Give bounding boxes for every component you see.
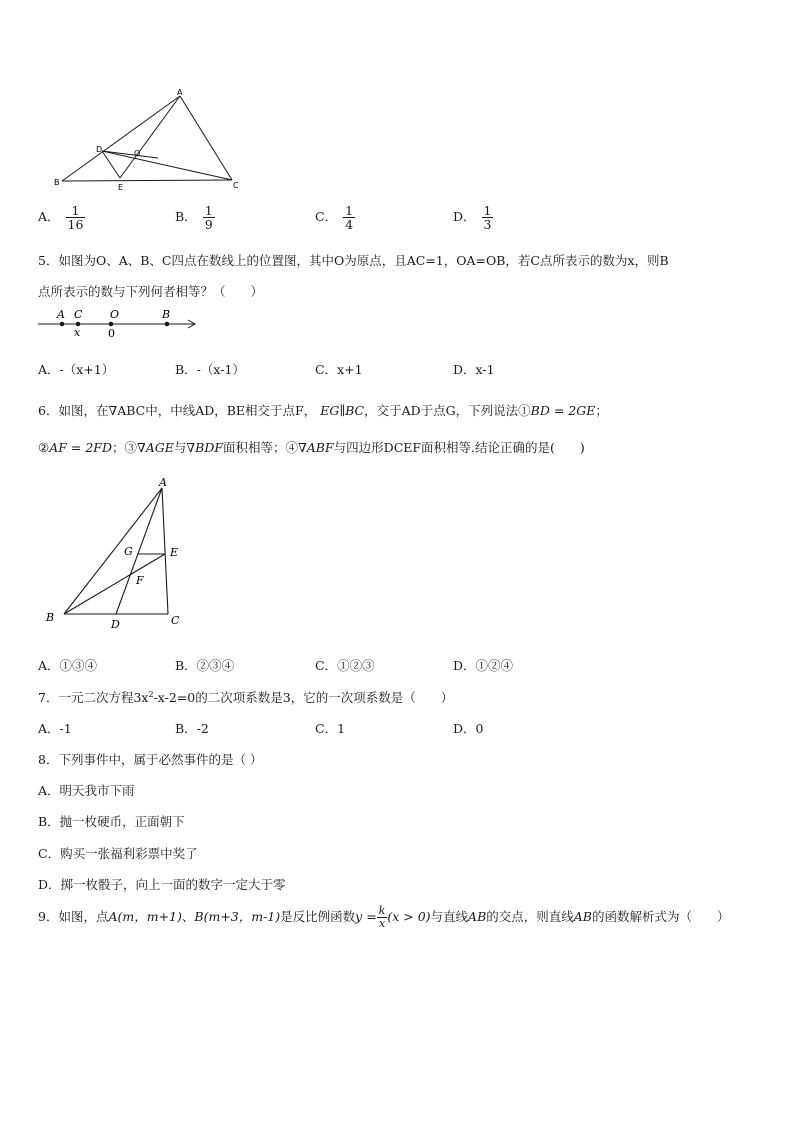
q5-option-b[interactable]: B．-（x-1） [175,362,245,377]
q6-label-G: G [124,545,133,558]
q5-zero-label: 0 [108,327,115,340]
q8-question: 8．下列事件中，属于必然事件的是（ ） [38,752,263,767]
q6-option-d[interactable]: D．①②④ [453,658,514,673]
q7-option-b[interactable]: B．-2 [175,721,209,736]
q5-number-line [36,306,206,340]
q8-option-d[interactable]: D．掷一枚骰子，向上一面的数字一定大于零 [38,877,286,892]
q4-label-E: E [118,183,124,192]
q5-point-A: A [57,308,65,321]
q7-question: 7．一元二次方程$3x^2-x-2=0$的二次项系数是3，它的一次项系数是（ ） [38,689,454,705]
q4-label-C: C [233,181,239,190]
q6-triangle-symbol: ∇ [108,403,118,418]
q9-fraction-k-over-x: $\frac{k}{x}$ [378,904,386,930]
q4-option-d-label: D． [453,209,476,225]
q6-option-a[interactable]: A．①③④ [38,658,98,673]
q4-option-d-fraction: $\frac{1}{3}$ [483,203,492,233]
q5-option-d[interactable]: D．x-1 [453,362,495,377]
q4-option-a[interactable] [38,204,85,231]
q8-option-b[interactable]: B．抛一枚硬币，正面朝下 [38,814,185,829]
q6-label-B: B [46,611,55,624]
q4-label-B: B [54,178,60,187]
q4-option-c-fraction: $\frac{1}{4}$ [345,203,354,233]
q5-question-line1: 5．如图为O、A、B、C四点在数线上的位置图，其中O为原点，且AC=1，OA=OB，若C点所表示的数为x，则B [38,253,669,268]
q4-option-c-label: C． [315,209,338,225]
q4-label-D: D [96,145,103,154]
q5-point-B: B [162,308,171,321]
q4-option-d[interactable] [453,204,493,231]
q6-label-D: D [111,618,120,631]
q5-question-line2: 点所表示的数与下列何者相等？（ ） [38,284,264,299]
q9-point-a: A(m，m+1) [108,909,182,924]
q7-option-a[interactable]: A．-1 [38,721,72,736]
q6-label-C: C [171,614,180,627]
q4-triangle-figure [40,88,260,198]
q6-question-line1: 6．如图，在∇ABC中，中线AD，BE相交于点F， EG∥BC，交于AD于点G，下列说法①BD = 2GE； [38,403,608,418]
q5-option-c[interactable]: C．x+1 [315,362,363,377]
q4-option-b-label: B． [175,209,197,225]
q4-option-a-label: A． [38,209,60,225]
q5-point-O: O [110,308,120,321]
q4-option-b[interactable] [175,204,215,231]
q6-triangle-figure [40,476,200,636]
q9-question: 9．如图，点A(m，m+1)、B(m+3，m-1)是反比例函数y = $\frac{k}{x}$ (x > 0)与直线AB的交点，则直线AB的函数解析式为（ ） [38,904,730,930]
q6-label-F: F [136,574,144,587]
q6-label-E: E [170,546,179,559]
q6-label-A: A [159,476,167,489]
q9-point-b: B(m+3，m-1) [194,909,281,924]
q5-x-label: x [74,326,81,339]
q7-equation: 3x [133,690,149,705]
q4-label-O: O [134,149,141,158]
q6-option-c[interactable]: C．①②③ [315,658,375,673]
q4-option-b-fraction: $\frac{1}{9}$ [204,203,213,233]
q5-option-a[interactable]: A．-（x+1） [38,362,115,377]
q8-option-a[interactable]: A．明天我市下雨 [38,783,135,798]
q4-label-A: A [177,88,183,97]
q7-option-c[interactable]: C．1 [315,721,346,736]
q4-option-a-fraction: $\frac{1}{16}$ [67,203,84,233]
q7-option-d[interactable]: D．0 [453,721,484,736]
q6-question-line2: ②AF = 2FD；③∇AGE与∇BDF面积相等；④∇ABF与四边形DCEF面积相等.结论正确的是( ) [38,440,585,455]
q6-option-b[interactable]: B．②③④ [175,658,235,673]
q5-point-C: C [74,308,83,321]
q4-option-c[interactable] [315,204,355,231]
q8-option-c[interactable]: C．购买一张福利彩票中奖了 [38,846,198,861]
